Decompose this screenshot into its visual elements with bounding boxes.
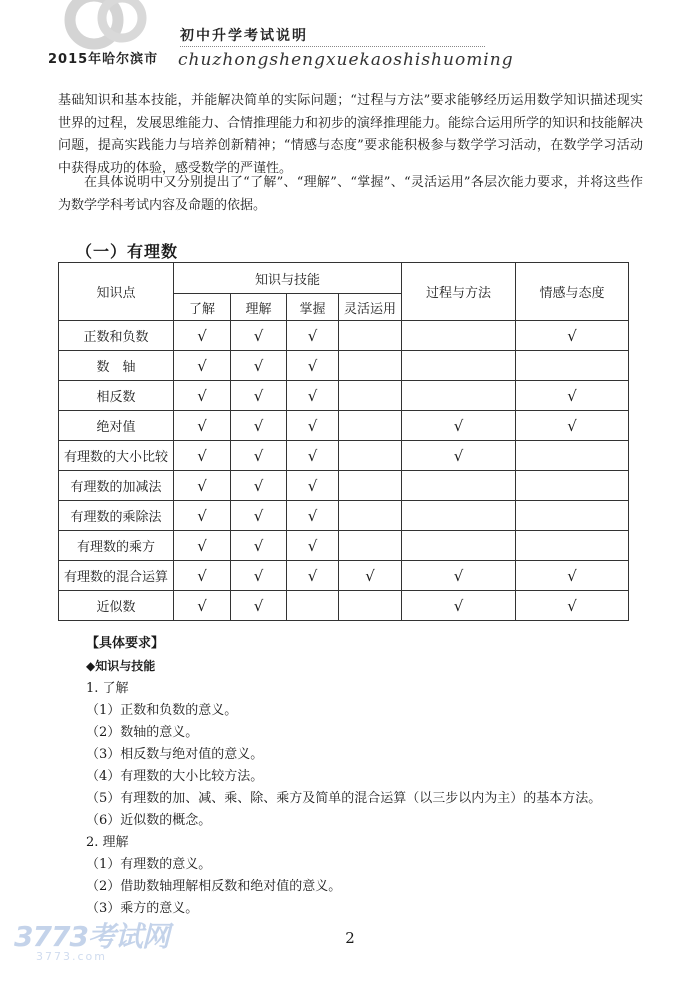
check-cell: √: [174, 321, 231, 351]
check-cell: [339, 441, 402, 471]
list-item: （4）有理数的大小比较方法。: [86, 769, 264, 784]
header-flexible-use: 灵活运用: [339, 294, 402, 321]
check-cell: [516, 351, 629, 381]
header-process-method: 过程与方法: [402, 263, 516, 321]
list-item: 1. 了解: [86, 681, 129, 696]
check-cell: √: [231, 351, 287, 381]
list-item: （2）数轴的意义。: [86, 725, 199, 740]
table-row: [59, 351, 629, 381]
table-row: [59, 441, 629, 471]
row-label: 相反数: [59, 381, 174, 411]
table-row: [59, 501, 629, 531]
check-cell: [339, 411, 402, 441]
check-cell: √: [174, 591, 231, 621]
check-cell: √: [174, 531, 231, 561]
table-row: [59, 381, 629, 411]
table-row: [59, 411, 629, 441]
check-cell: √: [174, 471, 231, 501]
check-cell: √: [174, 561, 231, 591]
check-cell: [339, 351, 402, 381]
check-cell: √: [516, 381, 629, 411]
check-cell: √: [287, 471, 339, 501]
check-cell: √: [402, 591, 516, 621]
list-item: （3）相反数与绝对值的意义。: [86, 747, 264, 762]
list-item: （3）乘方的意义。: [86, 901, 199, 916]
check-cell: √: [516, 561, 629, 591]
check-cell: √: [174, 501, 231, 531]
check-cell: [339, 471, 402, 501]
header-emotion-attitude: 情感与态度: [516, 263, 629, 321]
intro-paragraph-2: 在具体说明中又分别提出了“了解”、“理解”、“掌握”、“灵活运用”各层次能力要求，并将这些作为数学学科考试内容及命题的依据。: [58, 175, 643, 213]
page-number: 2: [345, 929, 355, 947]
header-pinyin: chuzhongshengxuekaoshishuoming: [178, 50, 514, 70]
row-label: 有理数的混合运算: [59, 561, 174, 591]
requirements-subtitle: ◆知识与技能: [86, 659, 156, 673]
header-divider: [180, 46, 485, 47]
section-title: （一）有理数: [76, 242, 179, 261]
list-item: （2）借助数轴理解相反数和绝对值的意义。: [86, 879, 342, 894]
check-cell: [402, 501, 516, 531]
check-cell: √: [231, 561, 287, 591]
requirements-title: 【具体要求】: [86, 636, 165, 651]
check-cell: √: [231, 501, 287, 531]
check-cell: √: [287, 321, 339, 351]
list-item: （5）有理数的加、减、乘、除、乘方及简单的混合运算（以三步以内为主）的基本方法。: [86, 791, 602, 806]
check-cell: √: [516, 411, 629, 441]
header-year-city: 2015年哈尔滨市: [48, 52, 159, 67]
check-cell: √: [287, 381, 339, 411]
check-cell: √: [231, 321, 287, 351]
check-cell: √: [402, 561, 516, 591]
check-cell: √: [287, 531, 339, 561]
list-item: （6）近似数的概念。: [86, 813, 212, 828]
row-label: 有理数的乘除法: [59, 501, 174, 531]
check-cell: √: [402, 411, 516, 441]
check-cell: √: [287, 411, 339, 441]
check-cell: √: [287, 561, 339, 591]
check-cell: √: [231, 591, 287, 621]
check-cell: √: [231, 381, 287, 411]
check-cell: √: [231, 441, 287, 471]
check-cell: [339, 321, 402, 351]
check-cell: √: [174, 441, 231, 471]
check-cell: [402, 321, 516, 351]
watermark-brand: 3773考试网: [14, 920, 169, 953]
list-item: 2. 理解: [86, 835, 129, 850]
check-cell: √: [174, 411, 231, 441]
check-cell: [402, 471, 516, 501]
check-cell: [516, 501, 629, 531]
table-row: [59, 471, 629, 501]
header-title: 初中升学考试说明: [180, 28, 308, 44]
check-cell: [339, 591, 402, 621]
table-row: [59, 531, 629, 561]
watermark-url: 3773.com: [36, 950, 107, 963]
row-label: 数 轴: [59, 351, 174, 381]
check-cell: [339, 531, 402, 561]
check-cell: [402, 351, 516, 381]
row-label: 近似数: [59, 591, 174, 621]
check-cell: √: [231, 411, 287, 441]
header-knowledge-skill: 知识与技能: [174, 263, 402, 294]
check-cell: [516, 441, 629, 471]
check-cell: √: [516, 321, 629, 351]
row-label: 有理数的大小比较: [59, 441, 174, 471]
header-understand-basic: 了解: [174, 294, 231, 321]
list-item: （1）有理数的意义。: [86, 857, 212, 872]
check-cell: √: [339, 561, 402, 591]
check-cell: √: [287, 441, 339, 471]
check-cell: [516, 471, 629, 501]
check-cell: [402, 381, 516, 411]
check-cell: √: [174, 351, 231, 381]
table-row: [59, 591, 629, 621]
header-master: 掌握: [287, 294, 339, 321]
table-row: [59, 321, 629, 351]
check-cell: √: [231, 471, 287, 501]
table-row: [59, 561, 629, 591]
intro-paragraph-1: 基础知识和基本技能，并能解决简单的实际问题；“过程与方法”要求能够经历运用数学知识描述现实世界的过程，发展思维能力、合情推理能力和初步的演绎推理能力。能综合运用所学的知识和技能解决问题，提高实践能力与培养创新精神；“情感与态度”要求能积极参与数学学习活动，在数学学习活动中获得成功的体验，感受数学的严谨性。: [58, 93, 644, 176]
check-cell: [516, 531, 629, 561]
row-label: 有理数的加减法: [59, 471, 174, 501]
check-cell: √: [287, 351, 339, 381]
check-cell: √: [287, 501, 339, 531]
row-label: 正数和负数: [59, 321, 174, 351]
requirements-list: [86, 678, 601, 920]
row-label: 绝对值: [59, 411, 174, 441]
check-cell: √: [402, 441, 516, 471]
check-cell: [402, 531, 516, 561]
check-cell: √: [231, 531, 287, 561]
row-label: 有理数的乘方: [59, 531, 174, 561]
check-cell: [339, 381, 402, 411]
check-cell: [287, 591, 339, 621]
check-cell: [339, 501, 402, 531]
knowledge-table: [58, 262, 629, 621]
check-cell: √: [516, 591, 629, 621]
header-comprehend: 理解: [231, 294, 287, 321]
list-item: （1）正数和负数的意义。: [86, 703, 238, 718]
check-cell: √: [174, 381, 231, 411]
header-knowledge-point: 知识点: [59, 263, 174, 321]
